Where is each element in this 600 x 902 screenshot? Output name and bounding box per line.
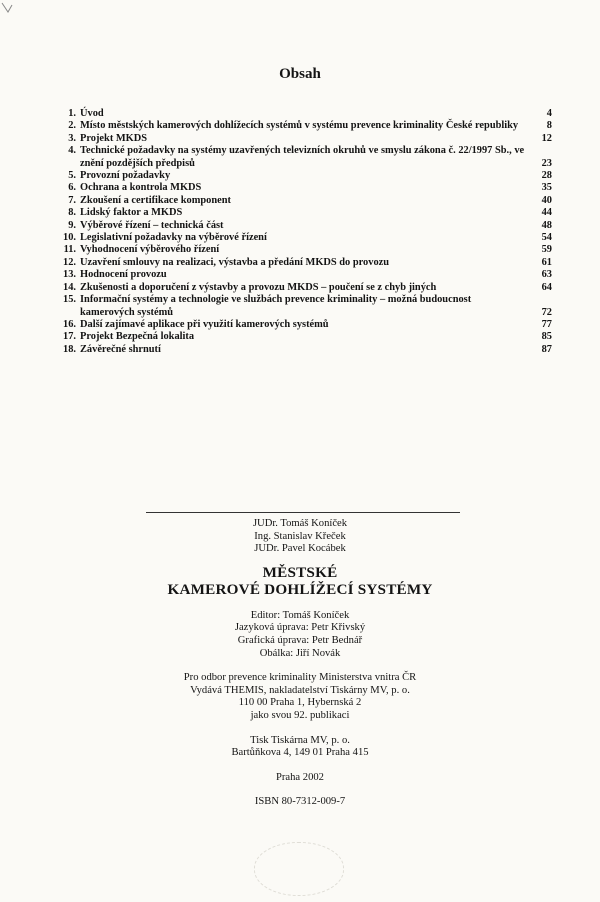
toc-entry [56,244,552,256]
toc-entry-text: Ochrana a kontrola MKDS [80,182,202,194]
toc-entry-text: Projekt Bezpečná lokalita [80,331,195,343]
toc-entry [56,220,552,232]
toc-entry-number: 8. [68,207,76,219]
toc-entry [56,269,552,281]
toc-entry-text: Zkoušení a certifikace komponent [80,194,231,206]
credit-line: Obálka: Jiří Novák [259,647,341,659]
publisher-line: Vydává THEMIS, nakladatelství Tiskárny MV, p. o. [190,684,410,696]
toc-entry-text: Projekt MKDS [80,132,148,144]
toc-entry-number: 2. [68,120,76,132]
toc-entry-number: 17. [63,331,76,343]
divider-line [146,512,460,513]
toc-title: Obsah [279,66,321,82]
toc-entry-page: 72 [541,306,552,318]
author-name: JUDr. Pavel Kocábek [254,543,346,555]
toc-entry-number: 10. [63,232,76,244]
toc-entry [56,207,552,219]
toc-entry-number: 12. [63,256,76,268]
toc-entry-page: 44 [541,207,552,219]
toc-entry-number: 18. [63,343,76,355]
author-name: Ing. Stanislav Křeček [254,530,346,542]
toc-entry-number: 3. [68,132,76,144]
toc-entry-text: Lidský faktor a MKDS [80,207,183,219]
toc-entry [56,182,552,194]
toc-entry [56,257,552,269]
toc-entry-text: Závěrečné shrnutí [80,343,161,355]
toc-entry [56,145,552,170]
toc-entry-text: Informační systémy a technologie ve službách prevence kriminality – možná budoucnost kamerových systémů [80,294,472,318]
publisher-line: Pro odbor prevence kriminality Ministerstva vnitra ČR [183,672,417,684]
toc-entry-text: Hodnocení provozu [80,269,167,281]
toc-entry-number: 14. [63,281,76,293]
toc-entry-page: 4 [546,108,552,119]
credit-line: Editor: Tomáš Koníček [250,609,350,621]
toc-entry-page: 87 [541,343,552,355]
toc-entry-text: Zkušenosti a doporučení z výstavby a provozu MKDS – poučení se z chyb jiných [80,281,437,293]
toc-entry-number: 16. [63,318,76,330]
toc-entry-text: Legislativní požadavky na výběrové řízení [80,232,267,244]
place-year: Praha 2002 [276,771,324,783]
toc-entry-number: 1. [68,108,76,119]
book-title-line: MĚSTSKÉ [262,563,338,581]
publisher-line: 110 00 Praha 1, Hybernská 2 [238,697,362,709]
corner-pencil-mark [0,0,22,16]
toc-entry [56,120,552,132]
toc-entry-number: 6. [68,182,76,194]
toc-entry [56,108,552,120]
toc-entry [56,344,552,356]
toc-entry-text: Technické požadavky na systémy uzavřených televizních okruhů ve smyslu zákona č. 22/1997 Sb., ve znění pozdějších předpisů [80,145,525,169]
toc-entry-page: 59 [541,244,552,256]
toc-entry-page: 63 [541,269,552,281]
isbn: ISBN 80-7312-009-7 [254,796,346,808]
book-title-line: KAMEROVÉ DOHLÍŽECÍ SYSTÉMY [167,580,433,598]
toc-entry-text: Úvod [80,108,104,119]
toc-entry [56,319,552,331]
author-name: JUDr. Tomáš Koníček [252,518,348,529]
printer-line: Tisk Tiskárna MV, p. o. [250,734,350,746]
colophon [0,518,600,809]
printer-line: Bartůňkova 4, 149 01 Praha 415 [231,747,369,759]
toc-entry-page: 28 [541,170,552,182]
toc-entry [56,232,552,244]
credit-line: Jazyková úprava: Petr Křivský [234,622,366,634]
toc-entry [56,331,552,343]
toc-entry-text: Provozní požadavky [80,170,171,182]
toc-entry [56,170,552,182]
toc-entry [56,133,552,145]
book-title [0,564,600,598]
credit-line: Grafická úprava: Petr Bednář [237,634,363,646]
toc-entry-number: 15. [63,294,76,306]
toc-entry-page: 77 [541,318,552,330]
library-stamp [254,842,344,896]
toc-entry-number: 9. [68,219,76,231]
toc-entry-page: 35 [541,182,552,194]
toc-entry-text: Vyhodnocení výběrového řízení [80,244,220,256]
toc-entry-page: 54 [541,232,552,244]
toc-entry-text: Další zajímavé aplikace při využití kamerových systémů [80,318,329,330]
toc-entry-page: 23 [541,157,552,169]
toc-entry-number: 13. [63,269,76,281]
toc-entry-number: 7. [68,194,76,206]
toc-entry-page: 40 [541,194,552,206]
toc-entry-text: Místo městských kamerových dohlížecích systémů v systému prevence kriminality České republiky [80,120,519,132]
toc-entry-page: 8 [546,120,552,132]
toc-entry-page: 64 [541,281,552,293]
toc-entry [56,282,552,294]
toc-entry [56,195,552,207]
toc-entry-number: 5. [68,170,76,182]
toc-entry-page: 12 [541,132,552,144]
publisher-line: jako svou 92. publikaci [250,709,350,721]
toc-entry-number: 11. [63,244,76,256]
toc-entry-text: Uzavření smlouvy na realizaci, výstavba a předání MKDS do provozu [80,256,390,268]
toc-entry-page: 61 [541,256,552,268]
toc-entry-page: 85 [541,331,552,343]
table-of-contents [56,108,552,356]
toc-entry-page: 48 [541,219,552,231]
toc-entry-text: Výběrové řízení – technická část [80,219,224,231]
toc-entry [56,294,552,319]
toc-entry-number: 4. [68,145,76,157]
